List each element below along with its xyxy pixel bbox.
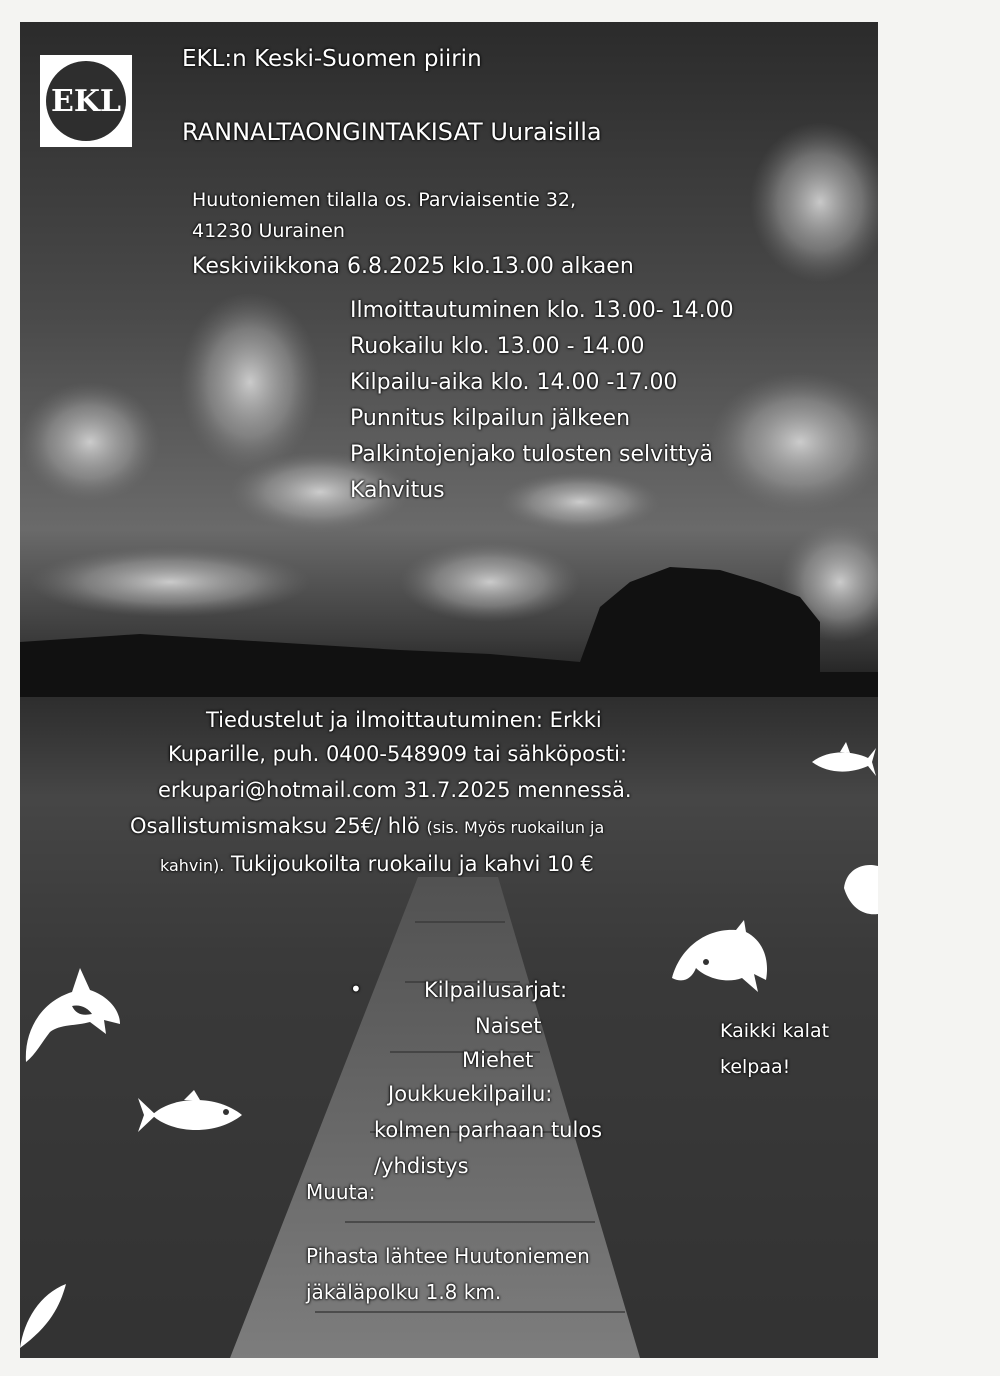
poster — [20, 22, 878, 1358]
side-note-line2: kelpaa! — [720, 1056, 791, 1078]
contact-line3: erkupari@hotmail.com 31.7.2025 mennessä. — [158, 778, 632, 802]
contact-line1: Tiedustelut ja ilmoittautuminen: Erkki — [206, 708, 602, 732]
shark-icon — [810, 740, 878, 784]
schedule-item: Punnitus kilpailun jälkeen — [350, 406, 631, 431]
side-note-line1: Kaikki kalat — [720, 1020, 830, 1042]
event-date: Keskiviikkona 6.8.2025 klo.13.00 alkaen — [192, 254, 634, 279]
orca-icon — [20, 962, 124, 1068]
event-title-main: RANNALTAONGINTAKISAT — [182, 118, 483, 146]
fish-icon — [136, 1090, 244, 1140]
support-fee: Tukijoukoilta ruokailu ja kahvi 10 € — [231, 852, 594, 876]
fee-note-end: kahvin). — [160, 856, 225, 875]
event-title — [182, 118, 602, 146]
dolphin-icon — [666, 918, 772, 998]
series-item: Joukkuekilpailu: — [388, 1082, 553, 1106]
series-item: Naiset — [475, 1014, 542, 1038]
dolphin-icon — [838, 858, 878, 918]
location-line2: 41230 Uurainen — [192, 220, 345, 242]
other-line2: jäkäläpolku 1.8 km. — [306, 1280, 502, 1304]
orca-icon — [20, 1276, 68, 1348]
ekl-logo-circle: EKL — [46, 61, 126, 141]
schedule-item: Ilmoittautuminen klo. 13.00- 14.00 — [350, 298, 734, 323]
event-title-place: Uuraisilla — [490, 118, 602, 146]
schedule-item: Kahvitus — [350, 478, 445, 503]
contact-line2: Kuparille, puh. 0400-548909 tai sähköposti: — [168, 742, 628, 766]
participation-fee: Osallistumismaksu 25€/ hlö — [130, 814, 420, 838]
schedule-item: Palkintojenjako tulosten selvittyä — [350, 442, 714, 467]
contact-line4 — [130, 814, 604, 838]
series-heading: Kilpailusarjat: — [424, 978, 568, 1002]
contact-line5 — [160, 852, 594, 876]
org-name: EKL:n Keski-Suomen piirin — [182, 46, 482, 72]
fee-note: (sis. Myös ruokailun ja — [426, 818, 605, 837]
series-item: kolmen parhaan tulos — [374, 1118, 603, 1142]
ekl-logo — [40, 55, 132, 147]
series-item: /yhdistys — [374, 1154, 469, 1178]
series-item: Miehet — [462, 1048, 534, 1072]
location-line1: Huutoniemen tilalla os. Parviaisentie 32, — [192, 189, 577, 211]
series-bullet: • — [350, 977, 362, 1001]
schedule-item: Kilpailu-aika klo. 14.00 -17.00 — [350, 370, 678, 395]
schedule-item: Ruokailu klo. 13.00 - 14.00 — [350, 334, 645, 359]
other-line1: Pihasta lähtee Huutoniemen — [306, 1244, 590, 1268]
other-heading: Muuta: — [306, 1180, 376, 1204]
